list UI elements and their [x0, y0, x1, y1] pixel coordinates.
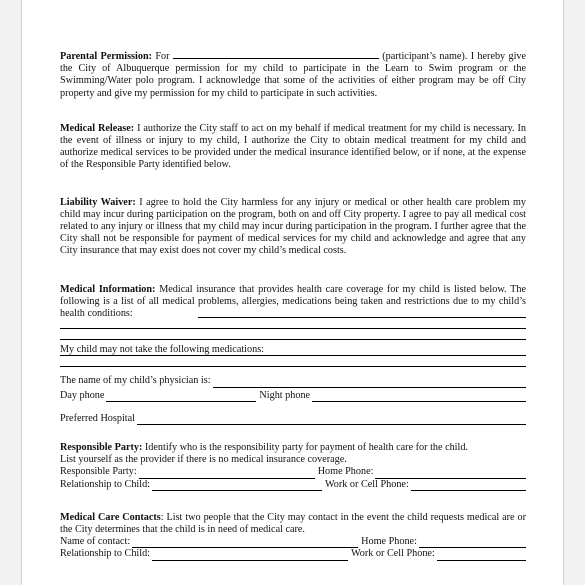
relationship-label: Relationship to Child:	[60, 478, 150, 490]
medical-release-heading: Medical Release:	[60, 122, 135, 134]
physician-row	[60, 375, 526, 387]
responsible-party-line-1: Identify who is the responsibility party for payment of health care for the child.	[144, 442, 468, 454]
medical-release-body: I authorize the City staff to act on my behalf if medical treatment for my child is necessary. In the event of illness or injury to my child, I authorize the City to obtain medical treatment for my child and authorize medical services to be provided under the medical insurance identified below, or if none, at the expense of the Responsible Party identified below.	[60, 122, 526, 171]
responsible-party-row	[60, 466, 526, 478]
contact-cell-phone-field[interactable]	[437, 551, 526, 561]
hospital-label: Preferred Hospital	[60, 412, 135, 424]
hospital-row	[60, 413, 526, 425]
responsible-party-text	[60, 442, 526, 454]
day-phone-field[interactable]	[106, 392, 256, 402]
home-phone-label: Home Phone:	[317, 466, 374, 478]
phones-row	[60, 390, 526, 402]
parental-permission-heading: Parental Permission:	[60, 51, 153, 62]
health-conditions-line-1[interactable]	[198, 317, 526, 318]
contact-name-row	[60, 536, 526, 548]
parental-permission-text	[60, 49, 526, 100]
liability-waiver-text	[60, 197, 526, 258]
document-page	[22, 0, 563, 585]
responsible-party-line-2: List yourself as the provider if there is no medical insurance coverage.	[60, 454, 347, 466]
medical-care-contacts-text	[60, 512, 526, 536]
for-text: For	[155, 51, 170, 62]
contact-cell-phone-label: Work or Cell Phone:	[351, 548, 435, 560]
medical-information-section	[60, 284, 526, 425]
medications-label: My child may not take the following medications:	[60, 344, 264, 356]
contact-name-field[interactable]	[132, 538, 358, 548]
medical-care-contacts-body: : List two people that the City may contact in the event the child requests medical are or the City determines that the child is in need of medical care.	[60, 511, 526, 536]
contact-relationship-row	[60, 548, 526, 560]
day-phone-label: Day phone	[60, 389, 105, 401]
liability-waiver-body: I agree to hold the City harmless for any injury or medical or other health care problem my child may incur during participation on the program, both on and off City property. I agree to pay all medical cost related to any injury or illness that my child may incur during participation in the program. I further agree that the City shall not be responsible for payment of medical services for my child and acknowledge and agree that any City insurance that may exist does not cover my child’s medical costs.	[60, 196, 527, 257]
medical-information-heading: Medical Information:	[60, 283, 156, 295]
cell-phone-label: Work or Cell Phone:	[325, 478, 409, 490]
physician-field[interactable]	[213, 378, 526, 388]
parental-permission-body: the City of Albuquerque permission for my child to participate in the Learn to Swim program or the Swimming/Water polo program. I acknowledge that some of the activities of either program may be off City property and give my permission for my child to participate in such activities.	[60, 63, 526, 99]
cell-phone-field[interactable]	[411, 481, 526, 491]
medical-release-text	[60, 123, 526, 172]
responsible-party-field[interactable]	[139, 469, 315, 479]
contact-home-phone-label: Home Phone:	[361, 536, 417, 548]
form-content	[60, 49, 526, 561]
liability-waiver-section	[60, 197, 526, 258]
medical-information-body: Medical insurance that provides health care coverage for my child is listed below. The following is a list of all medical problems, allergies, medications being taken and restrictions due to my child’s health conditions:	[60, 283, 526, 320]
parental-permission-section	[60, 49, 526, 100]
contact-relationship-label: Relationship to Child:	[60, 548, 150, 560]
medical-care-contacts-heading: Medical Care Contacts	[60, 511, 161, 523]
hospital-field[interactable]	[137, 415, 526, 425]
contact-name-label: Name of contact:	[60, 536, 131, 548]
responsible-party-section	[60, 442, 526, 491]
medical-care-contacts-section	[60, 512, 526, 561]
responsible-relationship-row	[60, 479, 526, 491]
health-conditions-line-3[interactable]	[60, 339, 526, 340]
participant-name-tail: (participant’s name). I hereby give	[382, 51, 527, 62]
contact-home-phone-field[interactable]	[419, 538, 526, 548]
home-phone-field[interactable]	[375, 469, 526, 479]
physician-label: The name of my child’s physician is:	[60, 375, 211, 387]
responsible-party-label: Responsible Party:	[60, 466, 137, 478]
relationship-field[interactable]	[152, 481, 322, 491]
medical-information-text	[60, 284, 526, 321]
medications-line-2[interactable]	[60, 366, 526, 367]
participant-name-field[interactable]	[173, 49, 379, 59]
liability-waiver-heading: Liability Waiver:	[60, 196, 136, 208]
health-conditions-line-2[interactable]	[60, 328, 526, 329]
responsible-party-heading: Responsible Party:	[60, 442, 143, 454]
night-phone-field[interactable]	[312, 392, 526, 402]
night-phone-label: Night phone	[259, 389, 311, 401]
contact-relationship-field[interactable]	[152, 551, 348, 561]
medical-release-section	[60, 123, 526, 172]
